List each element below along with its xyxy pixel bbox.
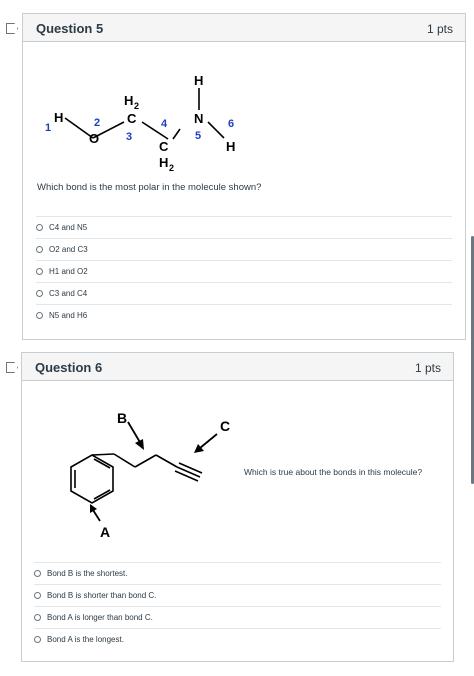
atom-h-top: H [194,73,204,88]
label-c: C [220,418,231,434]
answer-option[interactable] [36,304,452,326]
answer-label: Bond A is the longest. [47,635,124,644]
answer-option[interactable] [36,282,452,304]
question-points: 1 pts [426,22,453,36]
answer-option[interactable] [34,606,441,628]
number-6: 6 [228,118,235,130]
atom-h6: H [226,139,236,154]
radio-unselected-icon[interactable] [34,592,41,599]
answer-label: Bond B is the shortest. [47,569,128,578]
molecule-structure-q6 [22,405,242,555]
atom-c4: C [159,139,169,154]
atom-h2-top-sub: 2 [134,101,140,111]
question-title: Question 5 [36,21,104,36]
atom-h2-bottom: H [159,155,169,170]
question-title: Question 6 [35,360,103,375]
number-5: 5 [195,130,202,142]
number-3: 3 [126,131,133,143]
answer-label: Bond B is shorter than bond C. [47,591,157,600]
atom-h2-bottom-sub: 2 [169,163,175,173]
radio-unselected-icon[interactable] [34,614,41,621]
flag-question-icon[interactable] [6,362,18,373]
atom-o2: O [89,131,100,146]
radio-unselected-icon[interactable] [36,246,43,253]
answer-label: N5 and H6 [49,311,88,320]
atom-h2-top: H [124,93,134,108]
answer-label: H1 and O2 [49,267,88,276]
number-2: 2 [94,117,101,129]
answer-option[interactable] [34,562,441,584]
answer-option[interactable] [34,628,441,650]
arrow-icon [128,422,141,444]
answer-label: Bond A is longer than bond C. [47,613,153,622]
label-b: B [117,410,128,426]
flag-question-icon[interactable] [6,23,18,34]
radio-unselected-icon[interactable] [36,224,43,231]
atom-h1: H [54,110,64,125]
answer-option[interactable] [34,584,441,606]
arrow-icon [93,510,100,521]
answer-option[interactable] [36,238,452,260]
number-4: 4 [161,118,168,130]
atom-c3: C [127,111,137,126]
radio-unselected-icon[interactable] [36,312,43,319]
answer-label: C3 and C4 [49,289,88,298]
question-card-5 [22,13,466,340]
radio-unselected-icon[interactable] [36,268,43,275]
radio-unselected-icon[interactable] [34,570,41,577]
answer-option[interactable] [36,216,452,238]
question-points: 1 pts [414,361,441,375]
arrow-icon [200,434,217,448]
answer-option[interactable] [36,260,452,282]
label-a: A [100,524,111,540]
radio-unselected-icon[interactable] [36,290,43,297]
answer-label: C4 and N5 [49,223,88,232]
atom-n5: N [194,111,204,126]
question-header [22,353,453,381]
question-prompt: Which bond is the most polar in the molecule shown? [37,182,262,193]
question-prompt: Which is true about the bonds in this molecule? [244,467,423,477]
question-header [23,14,465,42]
number-1: 1 [45,122,52,134]
question-card-6 [21,352,454,662]
answer-label: O2 and C3 [49,245,88,254]
radio-unselected-icon[interactable] [34,636,41,643]
